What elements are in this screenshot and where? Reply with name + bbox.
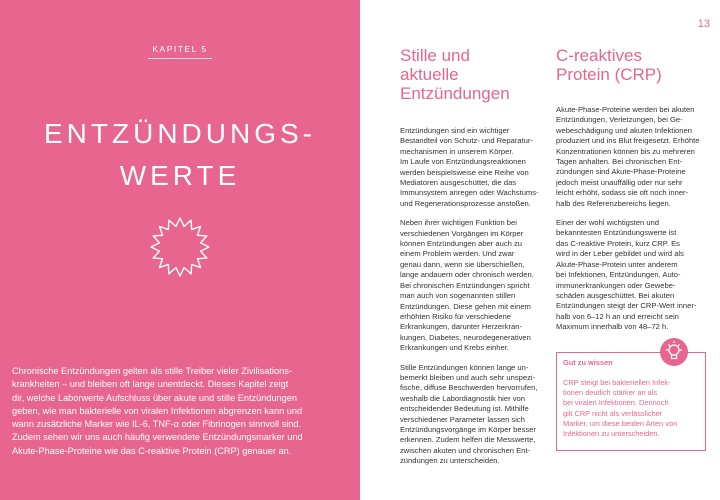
paragraph: Stille Entzündungen können lange un- bemerkt bleiben und auch sehr unspezi- fische, diffuse Beschwerden hervorrufen, weshalb die Labordiagnostik hier von entscheidender Bedeutung ist. Mithilfe verschiedener Parameter lassen sich Entzündungsvorgänge im Körper besser erkennen. Zudem helfen die Messwerte, zwischen akuten und chronischen Ent- zündungen zu unterscheiden. — [400, 362, 538, 466]
heading-stille-entzuendungen: Stille und aktuelle Entzündungen — [400, 46, 510, 103]
tip-text: CRP steigt bei bakteriellen Infek- tionen deutlich stärker an als bei viralen Infektionen. Dennoch gilt CRP nicht als verlässlicher Marker, um diese beiden Arten von Infektionen zu unterscheiden. — [563, 378, 678, 439]
paragraph: Einer der wohl wichtigsten und bekanntesten Entzündungswerte ist das C-reaktive Protein, kurz CRP. Es wird in der Leber gebildet und wird als Akute-Phase-Protein unter anderem bei Infektionen, Entzündungen, Auto- immunerkrankungen oder Gewebe- schäden ausgeschüttet. Bei akuten Entzündungen steigt der CRP-Wert inner- halb von 6–12 h an und erreicht sein Maximum innerhalb von 48–72 h. — [556, 218, 697, 332]
content-page — [360, 0, 720, 500]
column-left — [400, 126, 542, 476]
heading-crp: C-reaktives Protein (CRP) — [556, 46, 662, 84]
sun-inflammation-icon — [148, 215, 212, 279]
tip-box — [556, 352, 706, 451]
page-number: 13 — [697, 18, 710, 30]
chapter-kicker: KAPITEL 5 — [152, 44, 208, 54]
tip-title: Gut zu wissen — [563, 358, 613, 367]
column-right — [556, 105, 706, 342]
lightbulb-icon — [660, 338, 688, 366]
chapter-title-line1: ENTZÜNDUNGS- — [44, 118, 316, 149]
chapter-title-line2: WERTE — [119, 160, 241, 191]
kicker-underline — [148, 58, 212, 59]
paragraph: Akute-Phase-Proteine werden bei akuten Entzündungen, Verletzungen, bei Ge- webeschädigung und akuten Infektionen produziert und ins Blut freigesetzt. Erhöhte Konzentrationen können bis zu mehreren Tagen anhalten. Bei chronischen Ent- zündungen sind Akute-Phase-Proteine jedoch meist unauffällig oder nur sehr leicht erhöht, sodass sie oft noch inner- halb des Referenzbereichs liegen. — [556, 105, 700, 208]
paragraph: Neben ihrer wichtigen Funktion bei verschiedenen Vorgängen im Körper können Entzündungen aber auch zu einem Problem werden. Und zwar genau dann, wenn sie überschießen, lange andauern oder chronisch werden. Bei chronischen Entzündungen spricht man auch von sogenannten stillen Entzündungen. Diese gehen mit einem erhöhten Risiko für verschiedene Erkrankungen, darunter Herzerkran- kungen, Diabetes, neurodegenerativen Erkrankungen und Krebs einher. — [400, 218, 534, 353]
paragraph: Entzündungen sind ein wichtiger Bestandteil von Schutz- und Reparatur- mechanismen in unserem Körper. Im Laufe von Entzündungsreaktionen werden beispielsweise eine Reihe von Mediatoren ausgeschüttet, die das Immunsystem anregen oder Wachstums- und Regenerationsprozesse anstoßen. — [400, 126, 539, 208]
chapter-intro: Chronische Entzündungen gelten als stille Treiber vieler Zivilisations- krankheiten – und bleiben oft lange unentdeckt. Dieses Kapitel zeigt dir, welche Laborwerte Aufschluss über akute und stille Entzündungen geben, wie man bakterielle von viralen Infektionen abgrenzen kann und wann zusätzliche Marker wie IL-6, TNF-α oder Fibrinogen sinnvoll sind. Zudem sehen wir uns auch häufig verwendete Entzündungsmarker und Akute-Phase-Proteine wie das C-reaktive Protein (CRP) genauer an. — [12, 366, 303, 456]
